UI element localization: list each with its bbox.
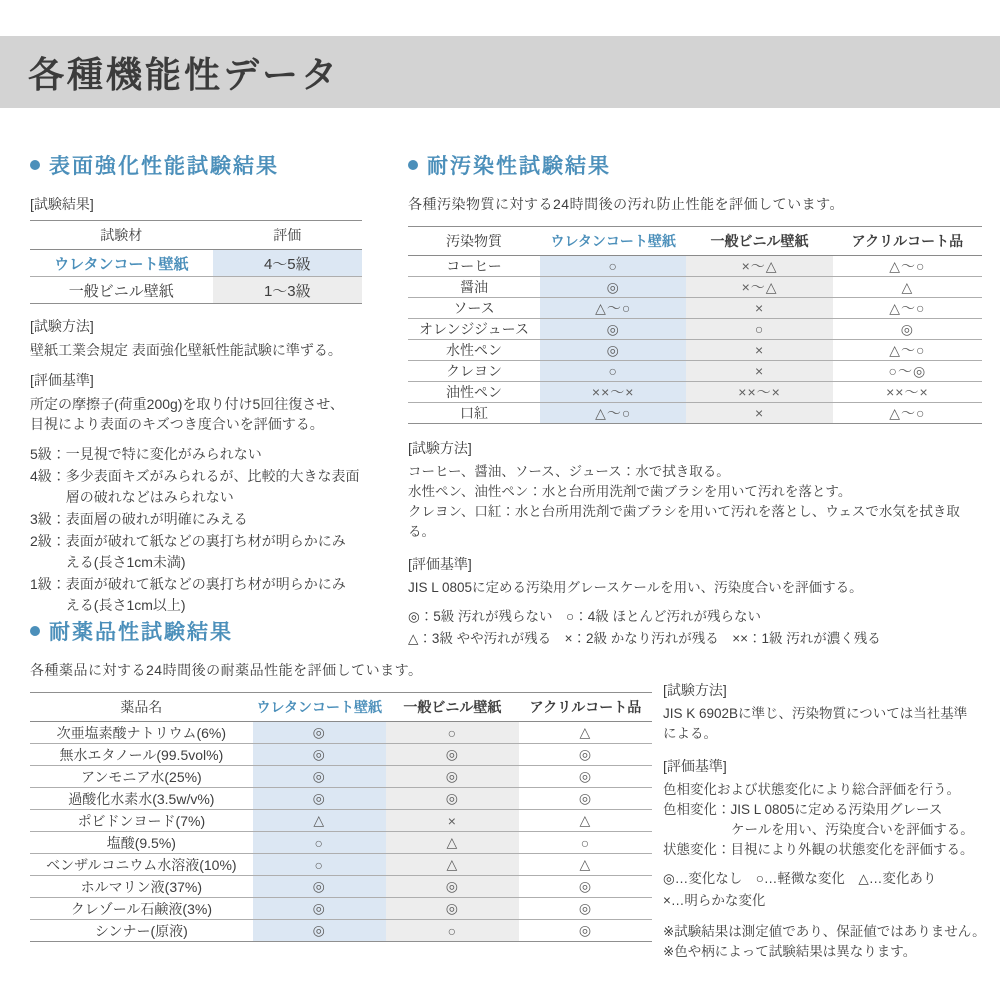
table-row <box>30 898 652 920</box>
section-surface-strength <box>30 150 362 617</box>
section-title: 耐薬品性試験結果 <box>49 621 233 644</box>
section-intro: 各種汚染物質に対する24時間後の汚れ防止性能を評価しています。 <box>408 196 844 212</box>
table-row <box>408 340 982 361</box>
method-text: クレヨン、口紅：水と台所用洗剤で歯ブラシを用いて汚れを落とし、ウェスで水気を拭き取る。 <box>408 504 960 539</box>
section-heading <box>30 616 652 646</box>
table-row <box>408 298 982 319</box>
result-cell: △〜○ <box>889 342 926 358</box>
result-cell: ○ <box>253 832 386 854</box>
criteria-text: 目視により表面のキズつき度合いを評価する。 <box>30 416 324 432</box>
criteria-label: [評価基準] <box>663 758 727 774</box>
result-cell: × <box>386 810 519 832</box>
result-cell: △ <box>579 812 592 828</box>
result-cell: ○ <box>580 834 591 851</box>
criteria-label: [評価基準] <box>30 372 94 388</box>
criteria-text: 所定の摩擦子(荷重200g)を取り付け5回往復させ、 <box>30 396 344 412</box>
result-cell: ◎ <box>540 277 686 298</box>
legend-line: ◎：5級 汚れが残らない ○：4級 ほとんど汚れが残らない <box>408 609 761 624</box>
chemical-notes <box>663 680 1000 962</box>
section-title: 表面強化性能試験結果 <box>49 155 279 178</box>
column-header: 評価 <box>273 227 302 243</box>
table-row <box>408 319 982 340</box>
method-label: [試験方法] <box>663 682 727 698</box>
result-cell: ◎ <box>578 878 593 894</box>
table-row <box>30 810 652 832</box>
criteria-label: [評価基準] <box>408 556 472 572</box>
result-cell: △ <box>579 724 592 740</box>
substance-cell: 水性ペン <box>446 342 502 358</box>
column-header: アクリルコート品 <box>529 699 642 715</box>
table-row <box>30 920 652 942</box>
method-text: 壁紙工業会規定 表面強化壁紙性能試験に準ずる。 <box>30 342 342 358</box>
result-cell: ○ <box>540 361 686 382</box>
section-chemical-resistance <box>30 616 652 942</box>
table-header-row <box>408 227 982 256</box>
section-title: 耐汚染性試験結果 <box>427 155 611 178</box>
result-cell: ◎ <box>386 876 519 898</box>
substance-cell: コーヒー <box>446 258 502 274</box>
chemical-cell: ベンザルコニウム水溶液(10%) <box>46 856 237 873</box>
table-row <box>30 250 362 277</box>
result-cell: ○ <box>686 319 832 340</box>
table-row <box>30 788 652 810</box>
section-bullet-icon <box>408 160 418 170</box>
chemical-cell: ポビドンヨード(7%) <box>77 812 206 829</box>
substance-cell: ソース <box>453 300 495 316</box>
page-title: 各種機能性データ <box>28 53 341 95</box>
result-cell: △ <box>386 854 519 876</box>
criteria-text: 状態変化：目視により外観の状態変化を評価する。 <box>663 842 974 857</box>
section-intro: 各種薬品に対する24時間後の耐薬品性能を評価しています。 <box>30 662 423 678</box>
page-header <box>0 36 1000 108</box>
grade-item: 2級： 表面が破れて紙などの裏打ち材が明らかにみ える(長さ1cm未満) <box>30 533 346 570</box>
result-cell: ◎ <box>253 766 386 788</box>
substance-cell: 油性ペン <box>446 384 502 400</box>
result-cell: ◎ <box>578 768 593 784</box>
table-header-row <box>30 221 362 250</box>
rating-cell: 1〜3級 <box>213 277 362 304</box>
section-heading <box>30 150 362 180</box>
material-cell: ウレタンコート壁紙 <box>54 255 189 273</box>
grade-item: 4級： 多少表面キズがみられるが、比較的大きな表面 層の破れなどはみられない <box>30 468 360 505</box>
result-cell: ○ <box>386 722 519 744</box>
rating-legend <box>663 868 1000 912</box>
table-row <box>408 403 982 424</box>
chemical-cell: アンモニア水(25%) <box>80 768 202 785</box>
result-cell: △〜○ <box>889 300 926 316</box>
table-row <box>30 766 652 788</box>
chemical-cell: クレゾール石鹸液(3%) <box>70 900 212 917</box>
chemical-cell: 過酸化水素水(3.5w/v%) <box>68 790 215 807</box>
result-cell: △ <box>579 856 592 872</box>
result-cell: × <box>686 403 832 424</box>
chemical-result-table <box>30 692 652 942</box>
grade-item: 5級： 一見視で特に変化がみられない <box>30 446 262 462</box>
result-cell: ◎ <box>253 722 386 744</box>
table-row <box>408 382 982 403</box>
section-bullet-icon <box>30 626 40 636</box>
chemical-cell: 無水エタノール(99.5vol%) <box>59 746 224 763</box>
result-cell: × <box>686 340 832 361</box>
result-cell: ◎ <box>386 766 519 788</box>
rating-cell: 4〜5級 <box>213 250 362 277</box>
result-cell: ◎ <box>900 320 914 337</box>
result-cell: × <box>686 361 832 382</box>
result-cell: △〜○ <box>889 258 926 274</box>
column-header: 薬品名 <box>120 699 163 715</box>
table-row <box>30 854 652 876</box>
method-text: コーヒー、醤油、ソース、ジュース：水で拭き取る。 <box>408 464 730 479</box>
grade-definitions <box>30 444 362 616</box>
criteria-text: JIS L 0805に定める汚染用グレースケールを用い、汚染度合いを評価する。 <box>408 580 863 595</box>
column-header: 一般ビニル壁紙 <box>403 699 502 715</box>
chemical-cell: ホルマリン液(37%) <box>80 878 203 895</box>
legend-line: ×…明らかな変化 <box>663 893 766 908</box>
column-header: 汚染物質 <box>446 233 502 249</box>
footnote: ※試験結果は測定値であり、保証値ではありません。 <box>663 924 986 939</box>
criteria-text: 色相変化：JIS L 0805に定める汚染用グレース <box>663 802 943 817</box>
criteria-text: ケールを用い、汚染度合いを評価する。 <box>731 822 974 837</box>
chemical-cell: シンナー(原液) <box>94 922 188 939</box>
table-row <box>30 722 652 744</box>
method-label: [試験方法] <box>408 440 472 456</box>
result-cell: ◎ <box>253 898 386 920</box>
result-cell: ◎ <box>386 898 519 920</box>
section-stain-resistance <box>408 150 982 650</box>
footnote: ※色や柄によって試験結果は異なります。 <box>663 944 917 959</box>
method-label: [試験方法] <box>30 318 94 334</box>
column-header: ウレタンコート壁紙 <box>550 233 676 249</box>
result-cell: ○ <box>386 920 519 942</box>
material-cell: 一般ビニル壁紙 <box>68 282 174 300</box>
substance-cell: クレヨン <box>446 363 502 379</box>
stain-result-table <box>408 226 982 424</box>
substance-cell: 口紅 <box>460 405 488 421</box>
result-cell: ◎ <box>540 340 686 361</box>
result-cell: △ <box>901 278 914 295</box>
method-text: による。 <box>663 726 717 741</box>
substance-cell: 醤油 <box>460 279 488 295</box>
result-cell: △〜○ <box>540 298 686 319</box>
chemical-cell: 塩酸(9.5%) <box>106 834 176 851</box>
table-row <box>30 277 362 304</box>
table-row <box>408 361 982 382</box>
table-row <box>30 832 652 854</box>
result-cell: ◎ <box>540 319 686 340</box>
grade-item: 1級： 表面が破れて紙などの裏打ち材が明らかにみ える(長さ1cm以上) <box>30 576 346 613</box>
criteria-text: 色相変化および状態変化により総合評価を行う。 <box>663 782 960 797</box>
result-cell: × <box>686 298 832 319</box>
legend-line: ◎…変化なし ○…軽微な変化 △…変化あり <box>663 871 937 886</box>
result-cell: ××〜× <box>540 382 686 403</box>
result-cell: ×〜△ <box>686 256 832 277</box>
chemical-cell: 次亜塩素酸ナトリウム(6%) <box>56 724 227 741</box>
table-row <box>30 876 652 898</box>
surface-result-table <box>30 220 362 304</box>
table-header-row <box>30 693 652 722</box>
grade-item: 3級： 表面層の破れが明確にみえる <box>30 511 248 527</box>
method-text: 水性ペン、油性ペン：水と台所用洗剤で歯ブラシを用いて汚れを落とす。 <box>408 484 852 499</box>
substance-cell: オレンジジュース <box>419 321 529 337</box>
table-row <box>408 256 982 277</box>
result-cell: ◎ <box>386 788 519 810</box>
column-header: 一般ビニル壁紙 <box>710 233 809 249</box>
result-cell: ◎ <box>253 788 386 810</box>
result-cell: ◎ <box>578 922 593 938</box>
column-header: アクリルコート品 <box>851 233 964 249</box>
table-row <box>30 744 652 766</box>
result-cell: ○ <box>253 854 386 876</box>
result-cell: ××〜× <box>686 382 832 403</box>
section-heading <box>408 150 982 180</box>
footnotes <box>663 922 1000 962</box>
result-cell: ◎ <box>253 744 386 766</box>
result-cell: ◎ <box>253 876 386 898</box>
column-header: 試験材 <box>100 227 143 243</box>
method-text: JIS K 6902Bに準じ、汚染物質については当社基準 <box>663 706 968 721</box>
legend-line: △：3級 やや汚れが残る ×：2級 かなり汚れが残る ××：1級 汚れが濃く残る <box>408 631 881 646</box>
section-bullet-icon <box>30 160 40 170</box>
result-cell: △ <box>253 810 386 832</box>
column-header: ウレタンコート壁紙 <box>256 699 382 715</box>
result-cell: ×〜△ <box>686 277 832 298</box>
result-cell: △〜○ <box>540 403 686 424</box>
result-cell: ○〜◎ <box>888 363 927 379</box>
result-cell: ○ <box>540 256 686 277</box>
result-cell: ◎ <box>578 790 593 806</box>
result-cell: ◎ <box>386 744 519 766</box>
result-cell: ◎ <box>253 920 386 942</box>
result-cell: ◎ <box>578 900 593 916</box>
result-cell: △〜○ <box>889 405 926 421</box>
result-cell: ◎ <box>578 746 593 762</box>
result-label: [試験結果] <box>30 196 94 212</box>
result-cell: △ <box>386 832 519 854</box>
result-cell: ××〜× <box>886 384 929 400</box>
table-row <box>408 277 982 298</box>
